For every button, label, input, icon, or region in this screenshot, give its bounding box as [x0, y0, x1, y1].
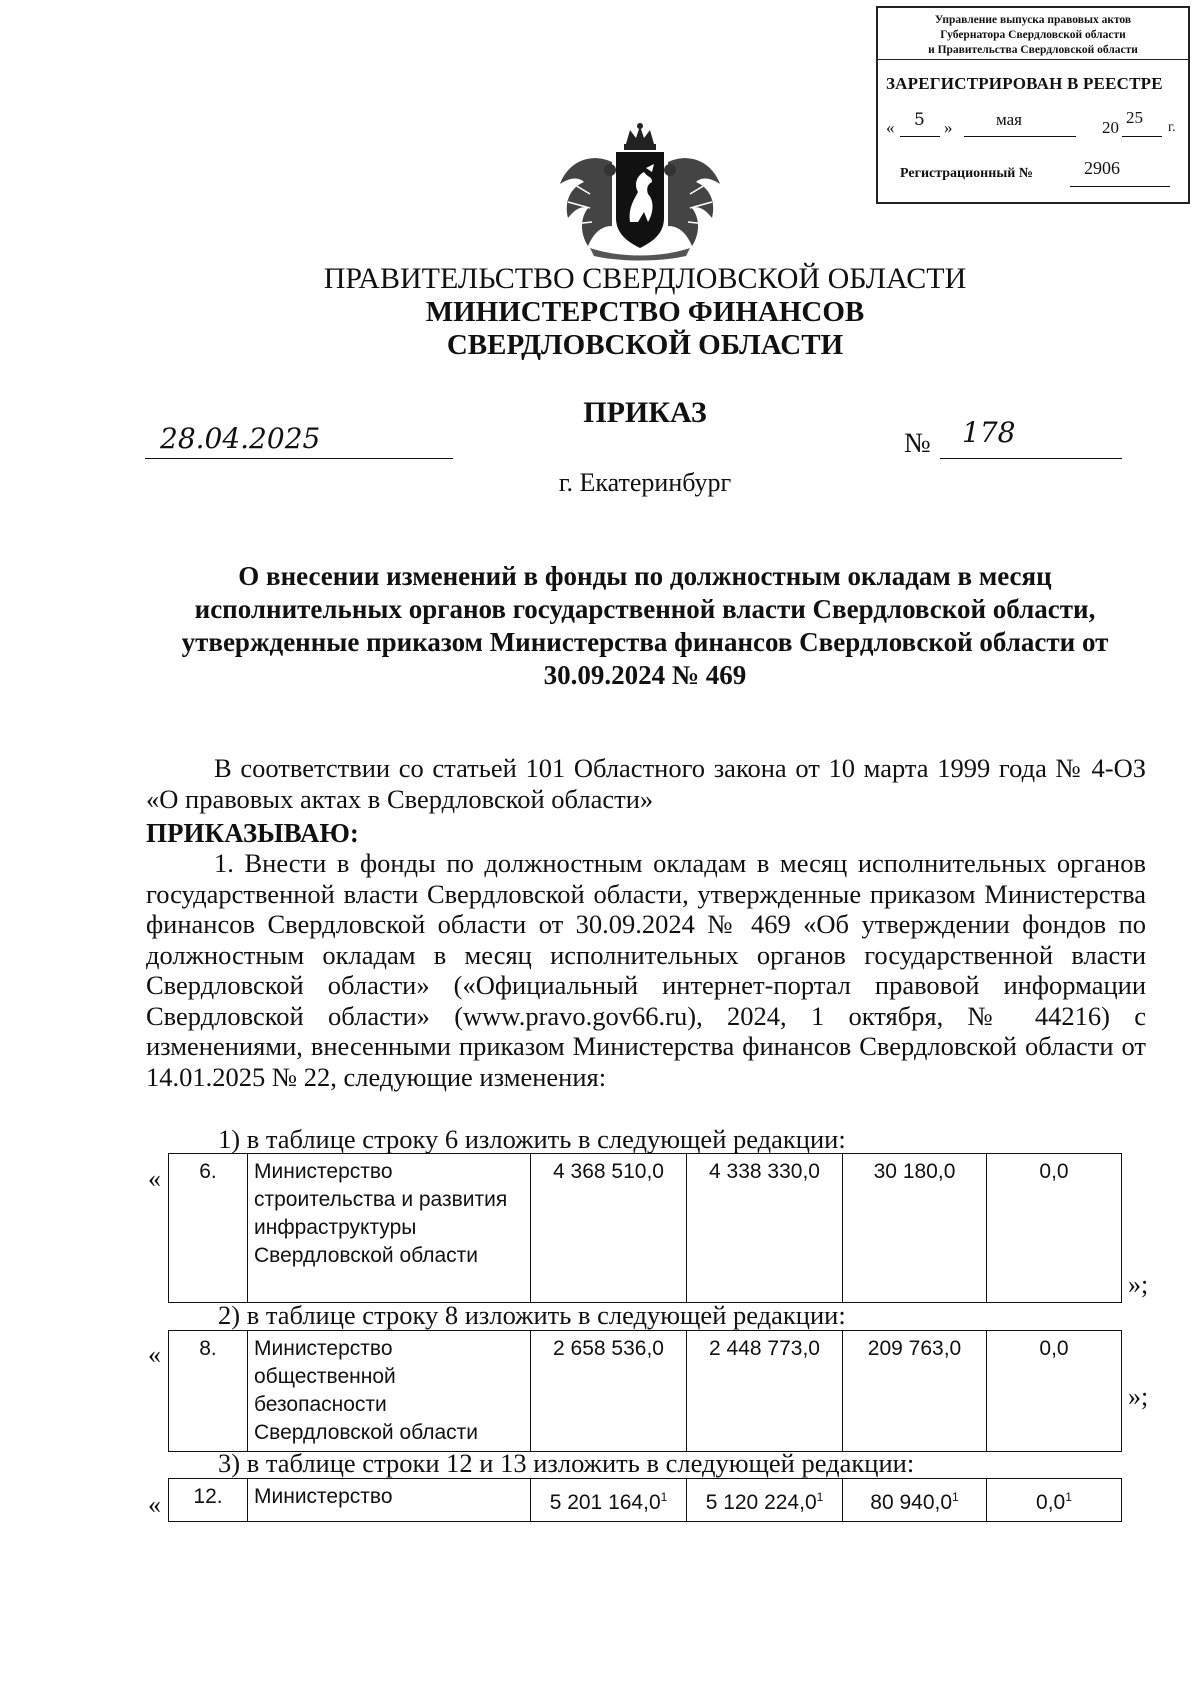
stamp-year-line	[1122, 136, 1162, 137]
row-number: 12.	[169, 1479, 248, 1522]
date-underline	[145, 458, 453, 459]
handwritten-date: 28.04.2025	[160, 422, 321, 455]
row-number: 6.	[169, 1154, 248, 1303]
legal-basis-paragraph: В соответствии со статьей 101 Областного закона от 10 марта 1999 года № 4-ОЗ «О правовых актах в Свердловской области»	[146, 753, 1146, 814]
row-value-1: 4 368 510,0	[531, 1154, 687, 1303]
stamp-close-quote: »	[944, 118, 953, 137]
stamp-reg-label: Регистрационный №	[900, 166, 1033, 181]
table-8-open-quote: «	[148, 1340, 161, 1369]
footnote-mark: 1	[660, 1490, 668, 1504]
row-value-3	[843, 1479, 987, 1522]
row-value-4	[987, 1479, 1122, 1522]
row-organization: Министерство строительства и развития инфраструктуры Свердловской области	[248, 1154, 531, 1303]
table-row	[169, 1154, 1122, 1303]
document-title: О внесении изменений в фонды по должностным окладам в месяц исполнительных органов государственной власти Свердловской области, утвержденные приказом Министерства финансов Свердловской области от 30.09.2024 № 469	[181, 561, 1109, 690]
stamp-line-3: и Правительства Свердловской области	[928, 44, 1138, 56]
stamp-registration	[878, 160, 1188, 194]
order-word: ПРИКАЗЫВАЮ:	[146, 818, 359, 848]
document-type: ПРИКАЗ	[583, 396, 707, 429]
sub-item-3: 3) в таблице строки 12 и 13 изложить в следующей редакции:	[218, 1448, 915, 1478]
table-row-8	[168, 1330, 1122, 1452]
ministry-heading: МИНИСТЕРСТВО ФИНАНСОВ	[425, 296, 865, 328]
number-label: №	[904, 428, 931, 459]
footnote-mark: 1	[816, 1490, 824, 1504]
table-6-close-quote: »;	[1128, 1270, 1149, 1299]
sub-item-2: 2) в таблице строку 8 изложить в следующей редакции:	[218, 1300, 846, 1330]
emblem-base	[590, 248, 690, 261]
table-row-6	[168, 1153, 1122, 1303]
table-row-12	[168, 1478, 1122, 1522]
handwritten-number: 178	[962, 416, 1016, 449]
value-text: 0,0	[1036, 1491, 1066, 1514]
row-organization: Министерство	[248, 1479, 531, 1522]
stamp-year-prefix: 20	[1102, 118, 1119, 137]
row-value-4: 0,0	[987, 1154, 1122, 1303]
table-12-open-quote: «	[148, 1490, 161, 1519]
stamp-day-line	[900, 136, 940, 137]
value-text: 5 201 164,0	[549, 1491, 661, 1514]
row-value-4: 0,0	[987, 1331, 1122, 1452]
left-supporter-icon	[560, 158, 616, 246]
row-value-1: 2 658 536,0	[531, 1331, 687, 1452]
table-row	[169, 1479, 1122, 1522]
stamp-year-mark: г.	[1168, 120, 1176, 135]
row-number: 8.	[169, 1331, 248, 1452]
region-heading: СВЕРДЛОВСКОЙ ОБЛАСТИ	[446, 329, 844, 361]
stamp-reg-number: 2906	[1084, 158, 1120, 178]
row-value-2: 4 338 330,0	[687, 1154, 843, 1303]
stamp-year-suffix: 25	[1126, 108, 1143, 127]
stamp-open-quote: «	[886, 118, 895, 137]
stamp-registered-label: ЗАРЕГИСТРИРОВАН В РЕЕСТРЕ	[886, 74, 1163, 93]
table-6-open-quote: «	[148, 1164, 161, 1193]
stamp-line-1: Управление выпуска правовых актов	[934, 14, 1132, 26]
row-value-3: 30 180,0	[843, 1154, 987, 1303]
footnote-mark: 1	[952, 1490, 959, 1504]
registry-stamp	[876, 6, 1190, 204]
stamp-reg-line	[1070, 186, 1170, 187]
crown-icon	[624, 123, 656, 150]
city: г. Екатеринбург	[558, 468, 732, 497]
row-organization: Министерство общественной безопасности Свердловской области	[248, 1331, 531, 1452]
shield-icon	[616, 152, 664, 248]
row-value-2: 2 448 773,0	[687, 1331, 843, 1452]
footnote-mark: 1	[1065, 1490, 1072, 1504]
sub-item-1: 1) в таблице строку 6 изложить в следующей редакции:	[218, 1124, 846, 1154]
stamp-date	[878, 108, 1188, 146]
stamp-month: мая	[996, 110, 1023, 129]
stamp-day: 5	[914, 110, 925, 130]
stamp-header	[878, 8, 1188, 60]
stamp-month-line	[964, 136, 1076, 137]
stamp-line-2: Губернатора Свердловской области	[940, 29, 1126, 41]
number-underline	[940, 458, 1122, 459]
row-value-2	[687, 1479, 843, 1522]
government-heading: ПРАВИТЕЛЬСТВО СВЕРДЛОВСКОЙ ОБЛАСТИ	[323, 262, 967, 295]
coat-of-arms-emblem	[550, 122, 730, 262]
value-text: 80 940,0	[870, 1491, 953, 1514]
row-value-3: 209 763,0	[843, 1331, 987, 1452]
row-value-1	[531, 1479, 687, 1522]
value-text: 5 120 224,0	[705, 1491, 817, 1514]
item-1-paragraph: 1. Внести в фонды по должностным окладам в месяц исполнительных органов государственной власти Свердловской области, утвержденные приказом Министерства финансов Свердловской области от 30.09.2024 № 469 «Об утверждении фондов по должностным окладам в месяц исполнительных органов государственной власти Свердловской области» («Официальный интернет-портал правовой информации Свердловской области» (www.pravo.gov66.ru), 2024, 1 октября, № 44216) с изменениями, внесенными приказом Министерства финансов Свердловской области от 14.01.2025 № 22, следующие изменения:	[146, 848, 1146, 1092]
table-8-close-quote: »;	[1128, 1382, 1149, 1411]
right-supporter-icon	[664, 158, 720, 246]
table-row	[169, 1331, 1122, 1452]
